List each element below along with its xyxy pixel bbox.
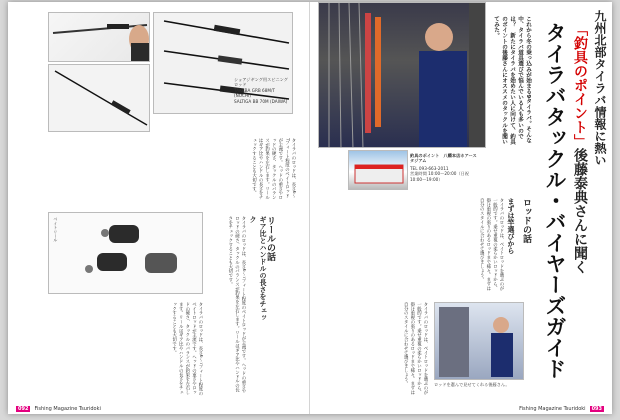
photo-staff-rods xyxy=(434,302,524,380)
left-lower-text-1: タイラバのロッドは、長さ6〜7フィート程度のベイトロッドが主流です。ヘッドの重さやロッドの硬さ、タックルのバランスが釣果を左右します。リールはギア比やハンドルの長さをチェックすることも大切です。 xyxy=(227,216,246,394)
reel-subheading: ギア比とハンドルの長さをチェック xyxy=(249,216,267,321)
rod-handle-graphic xyxy=(49,13,150,62)
right-column-lower xyxy=(318,302,428,396)
right-column-text-2: タイラバのロッドは、ベイトロッドを選ぶのが一般的です。乗せ重視の柔らかいロッドから、掛け重視の張りのあるロッドまで様々。まずは自分のスタイルに合わせて選びましょう。 xyxy=(403,302,428,395)
magazine-spread xyxy=(8,2,612,414)
photo-shop-staff xyxy=(318,2,486,148)
photo-rod-handle xyxy=(48,12,150,62)
photo-reels xyxy=(48,212,203,294)
shop-exterior-graphic xyxy=(349,151,408,190)
reels-graphic xyxy=(49,213,203,294)
reel-heading: リールの話 xyxy=(264,216,277,266)
left-footer xyxy=(16,406,101,412)
left-lower-column-2 xyxy=(48,302,203,398)
title-sub-suffix: 後藤泰典さんに聞く xyxy=(572,148,588,274)
photo2-caption: ロッドを選んで見せてくれる後藤さん。 xyxy=(434,382,510,387)
left-upper-text: タイラバのロッドは、長さ6〜7フィート程度のベイトロッドが主流です。ヘッドの重さやロッドの硬さ、タックルのバランスが釣果を左右します。リールはギア比やハンドルの長さをチェックすることも大切です。 xyxy=(251,138,296,200)
left-lower-text-2: タイラバのロッドは、長さ6〜7フィート程度のベイトロッドが主流です。ヘッドの重さやロッドの硬さ、タックルのバランスが釣果を左右します。リールはギア比やハンドルの長さをチェックすることも大切です。 xyxy=(171,302,203,396)
title-sub xyxy=(570,22,590,274)
right-footer-mag: Fishing Magazine Tsuridoki xyxy=(519,406,586,412)
left-upper-column xyxy=(48,138,296,200)
lead-text: これから冬の乗っ込みが始まる9タイラバ。そんな中、タイラバ道具選びで悩んでいる人も多いのでは？ 新たにタイラバを始めたい人に向けて、釣具のポイントの後藤さんにオススメのタックルを聞いてみた。 xyxy=(493,16,531,145)
photo-reels-caption: ベイトリール xyxy=(53,217,59,243)
right-page xyxy=(310,2,612,414)
photo-rods xyxy=(153,12,293,114)
shop-info: TEL 093-663-2011 営業時間 10:00〜20:00（日祝 10:00〜19:00） xyxy=(410,166,469,182)
left-footer-mag: Fishing Magazine Tsuridoki xyxy=(34,406,101,412)
shop-staff-graphic xyxy=(319,3,486,148)
left-page xyxy=(8,2,310,414)
right-column-text-1: タイラバのロッドは、ベイトロッドを選ぶのが一般的です。乗せ重視の柔らかいロッドから、掛け重視の張りのあるロッドまで様々。まずは自分のスタイルに合わせて選びましょう。 xyxy=(479,198,504,291)
right-footer xyxy=(519,406,604,412)
rod-subheading: まずは竿選びから xyxy=(507,198,515,254)
left-lower-column-1 xyxy=(206,216,246,396)
right-column-upper xyxy=(318,198,504,294)
photo-rod-long xyxy=(48,64,150,132)
rod-long-graphic xyxy=(49,65,150,132)
right-page-number: 093 xyxy=(591,406,602,412)
title-main: タイラバタックル・バイヤーズガイド xyxy=(543,22,567,379)
left-page-number: 092 xyxy=(18,406,29,412)
photo-shop-exterior xyxy=(348,150,408,190)
title-kicker: 九州北部タイラバ情報に熱い xyxy=(593,10,607,166)
shop-name: 釣具のポイント 八幡本店ホアースタジアム xyxy=(410,153,477,164)
title-sub-prefix: 「釣具のポイント」 xyxy=(572,22,588,148)
staff-rods-graphic xyxy=(435,303,524,380)
rod-heading: ロッドの話 xyxy=(520,198,533,248)
photo-rods-caption: ショアジギング用スピニングロッド TAKABA GRB 68M/T (NOCHI) SALTIGA BB 70M (DAIWA) xyxy=(234,77,288,104)
